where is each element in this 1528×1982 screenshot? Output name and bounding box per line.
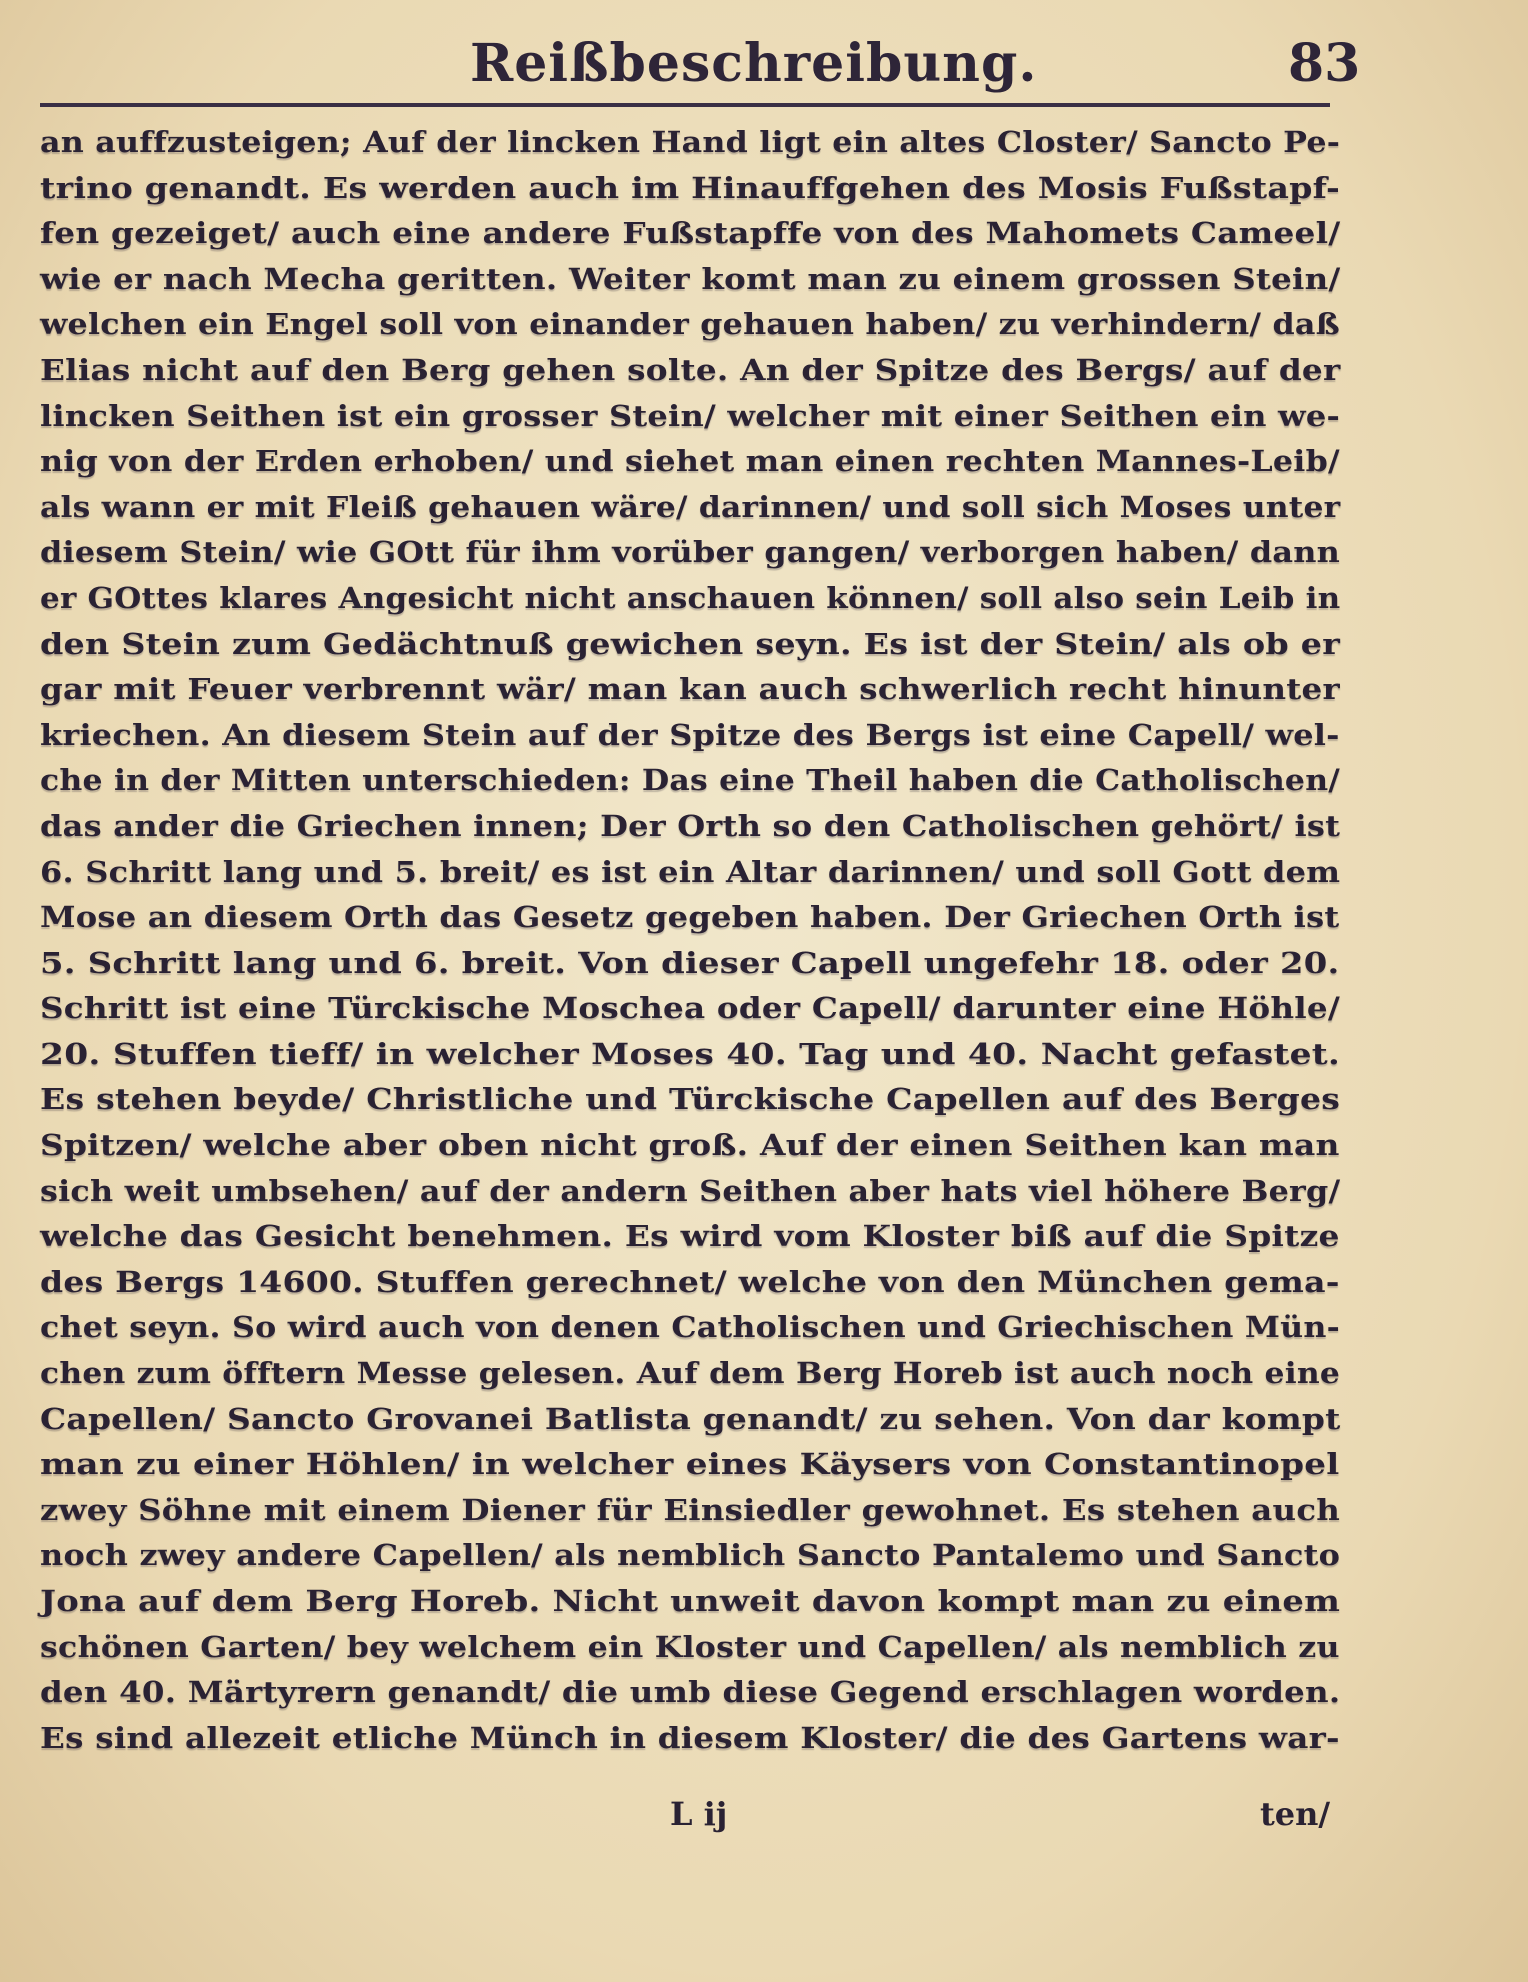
text-line: Capellen/ Sancto Grovanei Batlista genandt/ zu sehen. Von dar kompt xyxy=(40,1401,1341,1436)
text-line: er GOttes klares Angesicht nicht anschauen können/ soll also sein Leib in xyxy=(40,580,1341,615)
text-line: Es sind allezeit etliche Münch in diesem Kloster/ die des Gartens war- xyxy=(40,1720,1340,1755)
header-rule xyxy=(40,103,1330,107)
text-line: wie er nach Mecha geritten. Weiter komt man zu einem grossen Stein/ xyxy=(40,261,1341,296)
running-title: Reißbeschreibung. xyxy=(470,33,1038,94)
text-line: Elias nicht auf den Berg gehen solte. An der Spitze des Bergs/ auf der xyxy=(40,352,1341,387)
text-line: man zu einer Höhlen/ in welcher eines Käysers von Constantinopel xyxy=(40,1447,1340,1482)
text-line: den Stein zum Gedächtnuß gewichen seyn. Es ist der Stein/ als ob er xyxy=(40,626,1341,661)
text-line: Mose an diesem Orth das Gesetz gegeben haben. Der Griechen Orth ist xyxy=(40,900,1340,935)
text-line: Jona auf dem Berg Horeb. Nicht unweit davon kompt man zu einem xyxy=(40,1584,1341,1618)
text-line: Spitzen/ welche aber oben nicht groß. Auf der einen Seithen kan man xyxy=(40,1128,1340,1163)
page-number: 83 xyxy=(1288,33,1361,94)
text-line: 5. Schritt lang und 6. breit. Von dieser Capell ungefehr 18. oder 20. xyxy=(40,945,1340,980)
text-line: Schritt ist eine Türckische Moschea oder Capell/ darunter eine Höhle/ xyxy=(40,991,1341,1026)
body-text xyxy=(40,120,1340,1761)
text-line: an auffzusteigen; Auf der lincken Hand ligt ein altes Closter/ Sancto Pe- xyxy=(40,125,1341,159)
signature-mark: L ij xyxy=(670,1795,728,1833)
text-line: fen gezeiget/ auch eine andere Fußstapffe von des Mahomets Cameel/ xyxy=(40,216,1341,251)
text-line: das ander die Griechen innen; Der Orth so den Catholischen gehört/ ist xyxy=(40,808,1341,843)
text-line: 20. Stuffen tieff/ in welcher Moses 40. Tag und 40. Nacht gefastet. xyxy=(40,1036,1341,1071)
text-line: gar mit Feuer verbrennt wär/ man kan auch schwerlich recht hinunter xyxy=(40,672,1340,707)
text-line: trino genandt. Es werden auch im Hinauffgehen des Mosis Fußstapf- xyxy=(40,170,1341,205)
text-line: zwey Söhne mit einem Diener für Einsiedler gewohnet. Es stehen auch xyxy=(40,1492,1341,1527)
text-line: 6. Schritt lang und 5. breit/ es ist ein Altar darinnen/ und soll Gott dem xyxy=(40,854,1341,889)
text-line: che in der Mitten unterschieden: Das eine Theil haben die Catholischen/ xyxy=(40,763,1341,798)
text-line: sich weit umbsehen/ auf der andern Seithen aber hats viel höhere Berg/ xyxy=(40,1173,1341,1208)
text-line: diesem Stein/ wie GOtt für ihm vorüber gangen/ verborgen haben/ dann xyxy=(40,535,1341,570)
text-line: chen zum öfftern Messe gelesen. Auf dem Berg Horeb ist auch noch eine xyxy=(40,1356,1341,1391)
text-line: chet seyn. So wird auch von denen Catholischen und Griechischen Mün- xyxy=(40,1310,1340,1345)
text-line: welche das Gesicht benehmen. Es wird vom Kloster biß auf die Spitze xyxy=(40,1219,1340,1254)
text-line: schönen Garten/ bey welchem ein Kloster und Capellen/ als nemblich zu xyxy=(40,1629,1340,1664)
text-line: welchen ein Engel soll von einander gehauen haben/ zu verhindern/ daß xyxy=(40,307,1340,342)
page-header xyxy=(40,25,1360,105)
text-line: Es stehen beyde/ Christliche und Türckische Capellen auf des Berges xyxy=(40,1082,1341,1117)
text-line: lincken Seithen ist ein grosser Stein/ welcher mit einer Seithen ein we- xyxy=(40,398,1341,433)
text-line: noch zwey andere Capellen/ als nemblich Sancto Pantalemo und Sancto xyxy=(40,1538,1341,1573)
page-footer xyxy=(40,1795,1360,1855)
text-line: des Bergs 14600. Stuffen gerechnet/ welche von den München gema- xyxy=(40,1264,1340,1299)
text-line: nig von der Erden erhoben/ und siehet man einen rechten Mannes-Leib/ xyxy=(40,444,1340,479)
text-line: kriechen. An diesem Stein auf der Spitze des Bergs ist eine Capell/ wel- xyxy=(40,717,1340,752)
catchword: ten/ xyxy=(1260,1795,1331,1833)
text-line: als wann er mit Fleiß gehauen wäre/ darinnen/ und soll sich Moses unter xyxy=(40,489,1341,524)
text-line: den 40. Märtyrern genandt/ die umb diese Gegend erschlagen worden. xyxy=(40,1675,1341,1710)
